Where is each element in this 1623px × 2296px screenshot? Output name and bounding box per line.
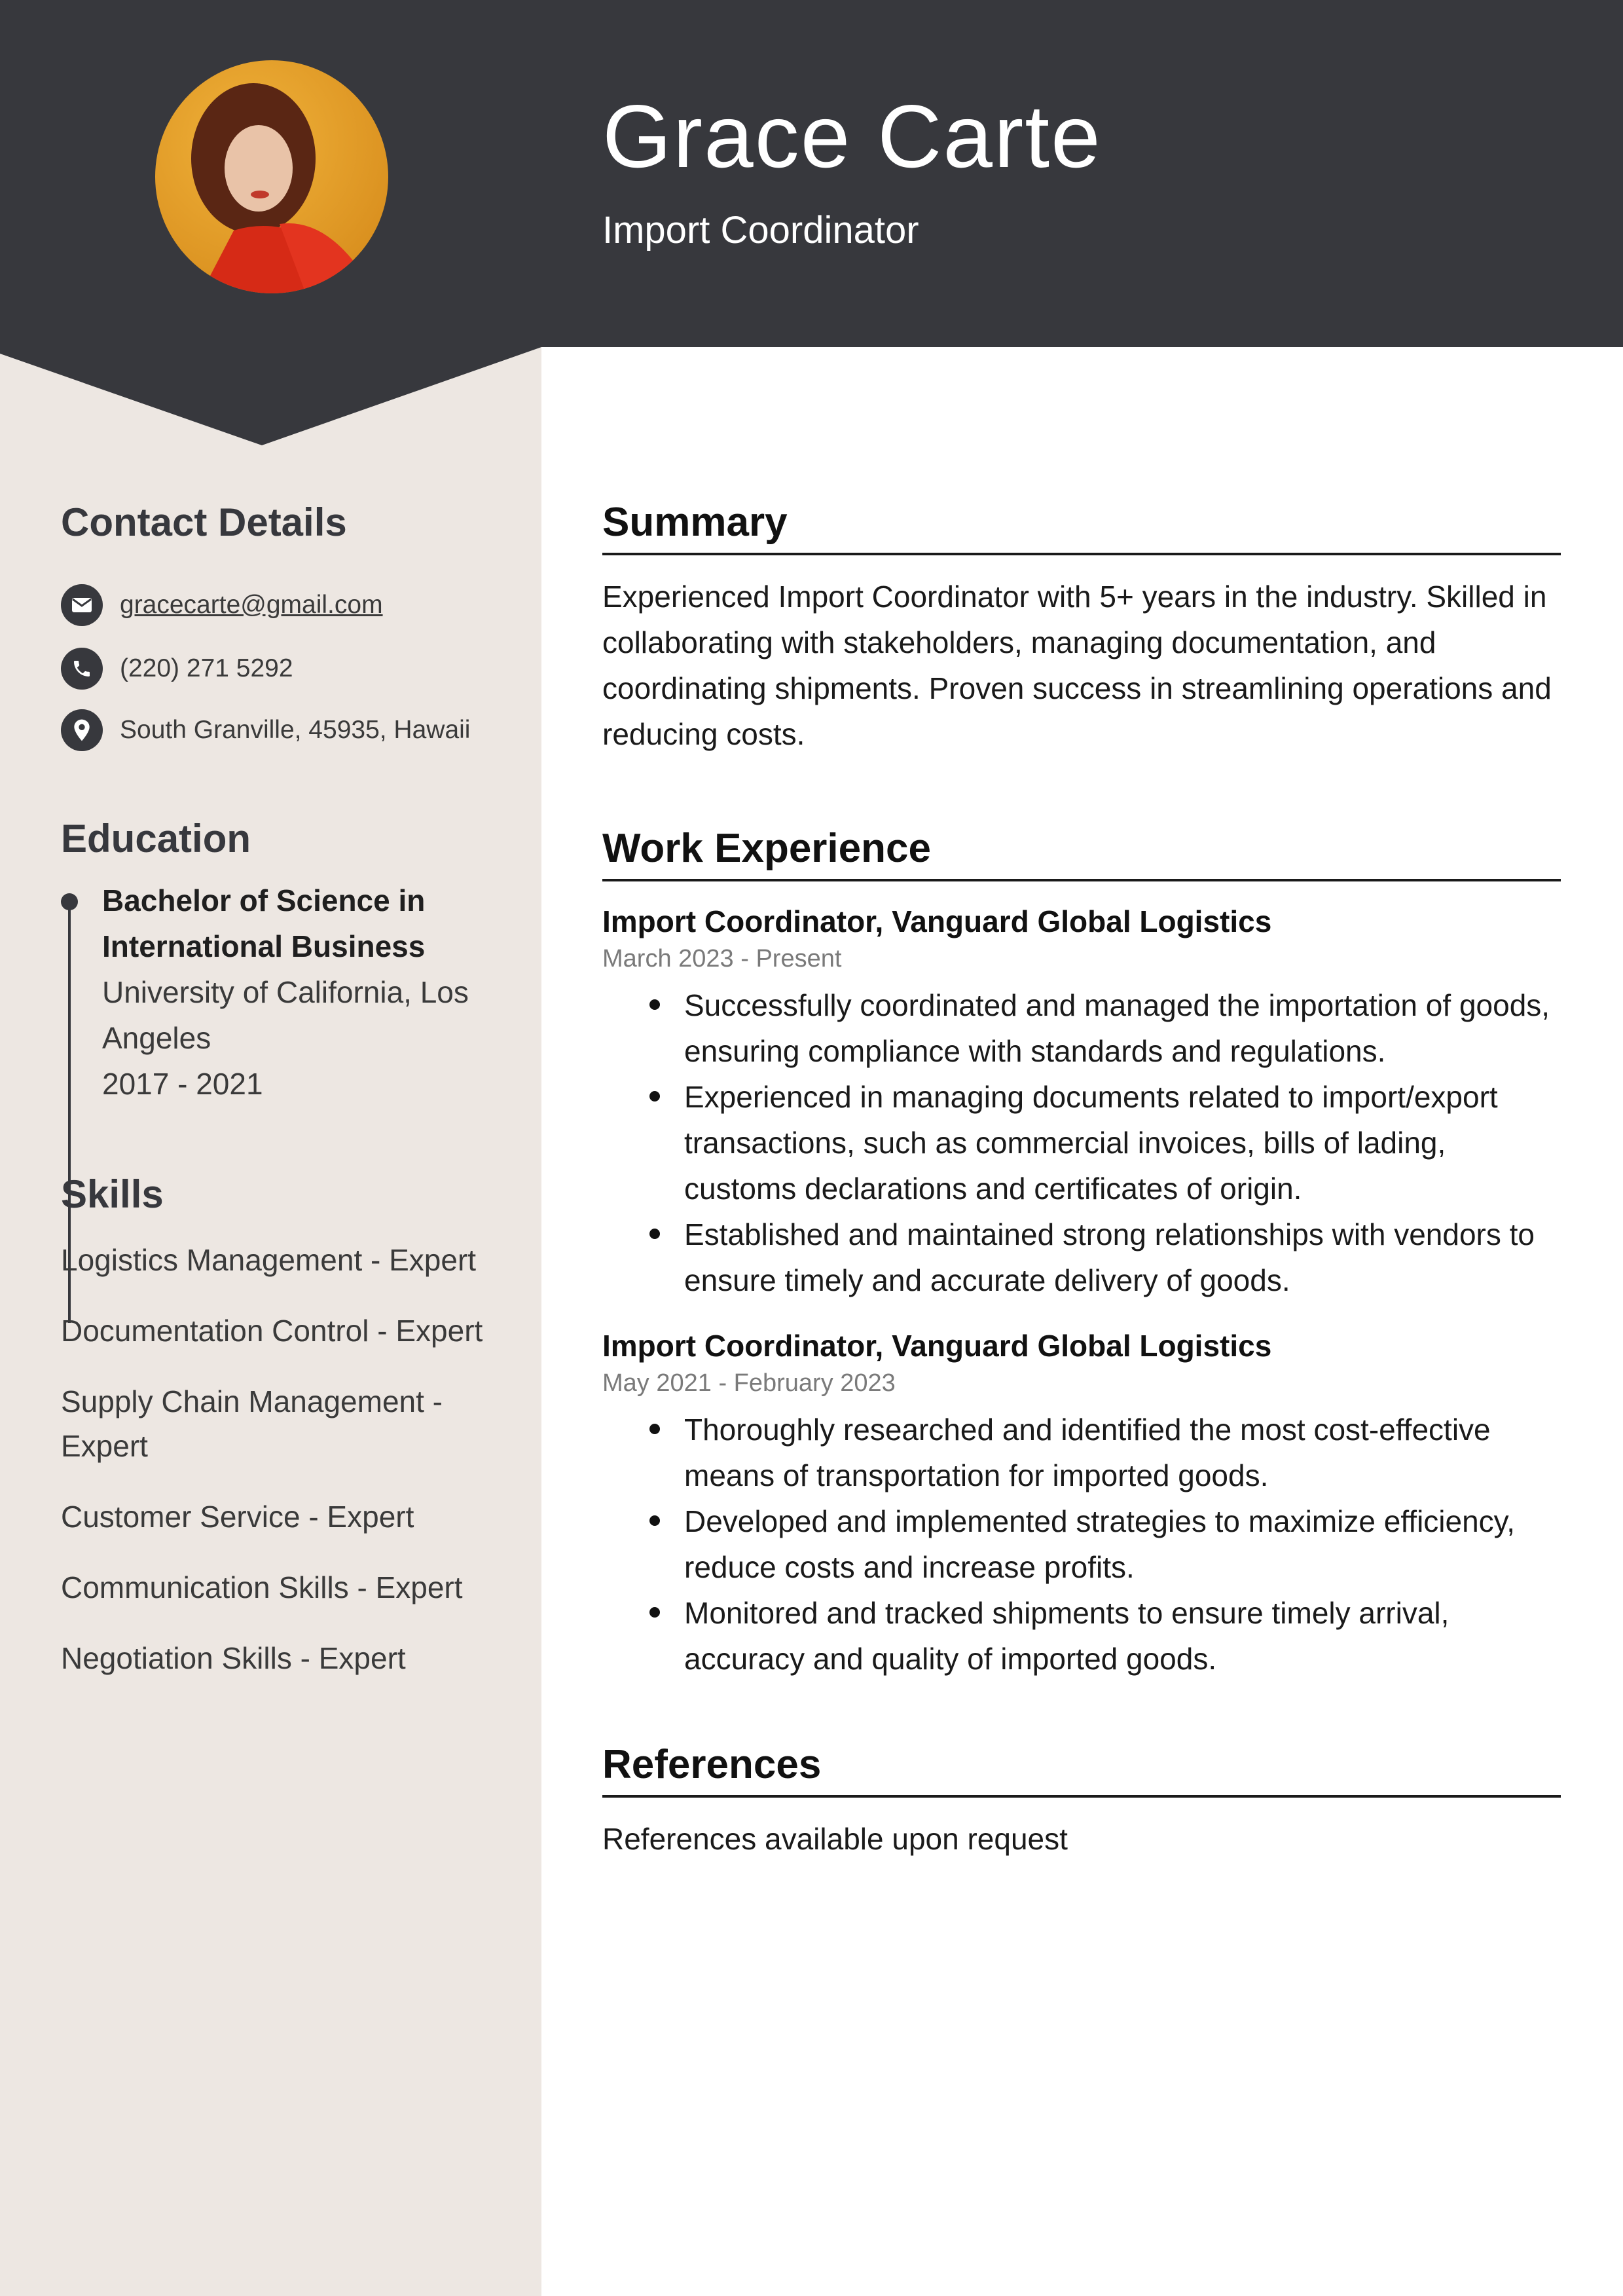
skill-item: Communication Skills - Expert [61, 1570, 463, 1604]
references-heading: References [602, 1739, 1561, 1798]
summary-heading: Summary [602, 496, 1561, 555]
job-title: Import Coordinator, Vanguard Global Logistics [602, 904, 1272, 938]
skills-list [61, 1238, 493, 1707]
skill-item: Logistics Management - Expert [61, 1243, 477, 1277]
job-bullets [602, 1407, 1561, 1682]
avatar [155, 60, 388, 293]
summary-section [602, 496, 1561, 757]
job-entry [602, 1325, 1561, 1682]
envelope-icon [61, 584, 103, 626]
candidate-name: Grace Carte [602, 86, 1102, 186]
skill-item: Documentation Control - Expert [61, 1314, 483, 1348]
job-dates: March 2023 - Present [602, 945, 842, 972]
phone-number: (220) 271 5292 [120, 654, 293, 682]
job-bullet: Thoroughly researched and identified the most cost-effective means of transportation for imported goods. [684, 1407, 1561, 1498]
school-line-2: Angeles [102, 1021, 211, 1055]
degree-line-2: International Business [102, 929, 426, 963]
education-heading: Education [61, 817, 251, 861]
education-years: 2017 - 2021 [102, 1067, 263, 1101]
header-chevron [0, 344, 541, 449]
contact-phone-row [61, 648, 293, 690]
address: South Granville, 45935, Hawaii [120, 716, 471, 744]
candidate-title: Import Coordinator [602, 209, 919, 251]
references-section [602, 1739, 1561, 1862]
degree-line-1: Bachelor of Science in [102, 883, 426, 917]
work-section [602, 823, 1561, 1682]
job-bullet: Experienced in managing documents related to import/export transactions, such as commercial invoices, bills of lading, customs declarations and certificates of origin. [684, 1074, 1561, 1212]
contact-heading: Contact Details [61, 500, 347, 544]
timeline-dot [61, 893, 78, 910]
skill-item: Supply Chain Management - Expert [61, 1384, 443, 1463]
skills-heading: Skills [61, 1172, 164, 1216]
job-dates: May 2021 - February 2023 [602, 1369, 896, 1397]
job-bullets [602, 982, 1561, 1303]
summary-text: Experienced Import Coordinator with 5+ years in the industry. Skilled in collaborating with stakeholders, managing documentation, and coordinating shipments. Proven success in streamlining operations and reducing costs. [602, 580, 1552, 751]
contact-address-row [61, 709, 470, 751]
location-pin-icon [61, 709, 103, 751]
job-bullet: Developed and implemented strategies to maximize efficiency, reduce costs and increase profits. [684, 1498, 1561, 1590]
email-link[interactable]: gracecarte@gmail.com [120, 591, 383, 619]
references-text: References available upon request [602, 1822, 1068, 1856]
skill-item: Negotiation Skills - Expert [61, 1641, 406, 1675]
job-bullet: Established and maintained strong relationships with vendors to ensure timely and accurate delivery of goods. [684, 1212, 1561, 1303]
job-entry [602, 901, 1561, 1303]
school-line-1: University of California, Los [102, 975, 469, 1009]
job-bullet: Successfully coordinated and managed the importation of goods, ensuring compliance with standards and regulations. [684, 982, 1561, 1074]
phone-icon [61, 648, 103, 690]
contact-email-row [61, 584, 383, 626]
job-title: Import Coordinator, Vanguard Global Logistics [602, 1329, 1272, 1363]
job-bullet: Monitored and tracked shipments to ensure timely arrival, accuracy and quality of imported goods. [684, 1590, 1561, 1682]
skill-item: Customer Service - Expert [61, 1500, 414, 1534]
work-heading: Work Experience [602, 823, 1561, 881]
